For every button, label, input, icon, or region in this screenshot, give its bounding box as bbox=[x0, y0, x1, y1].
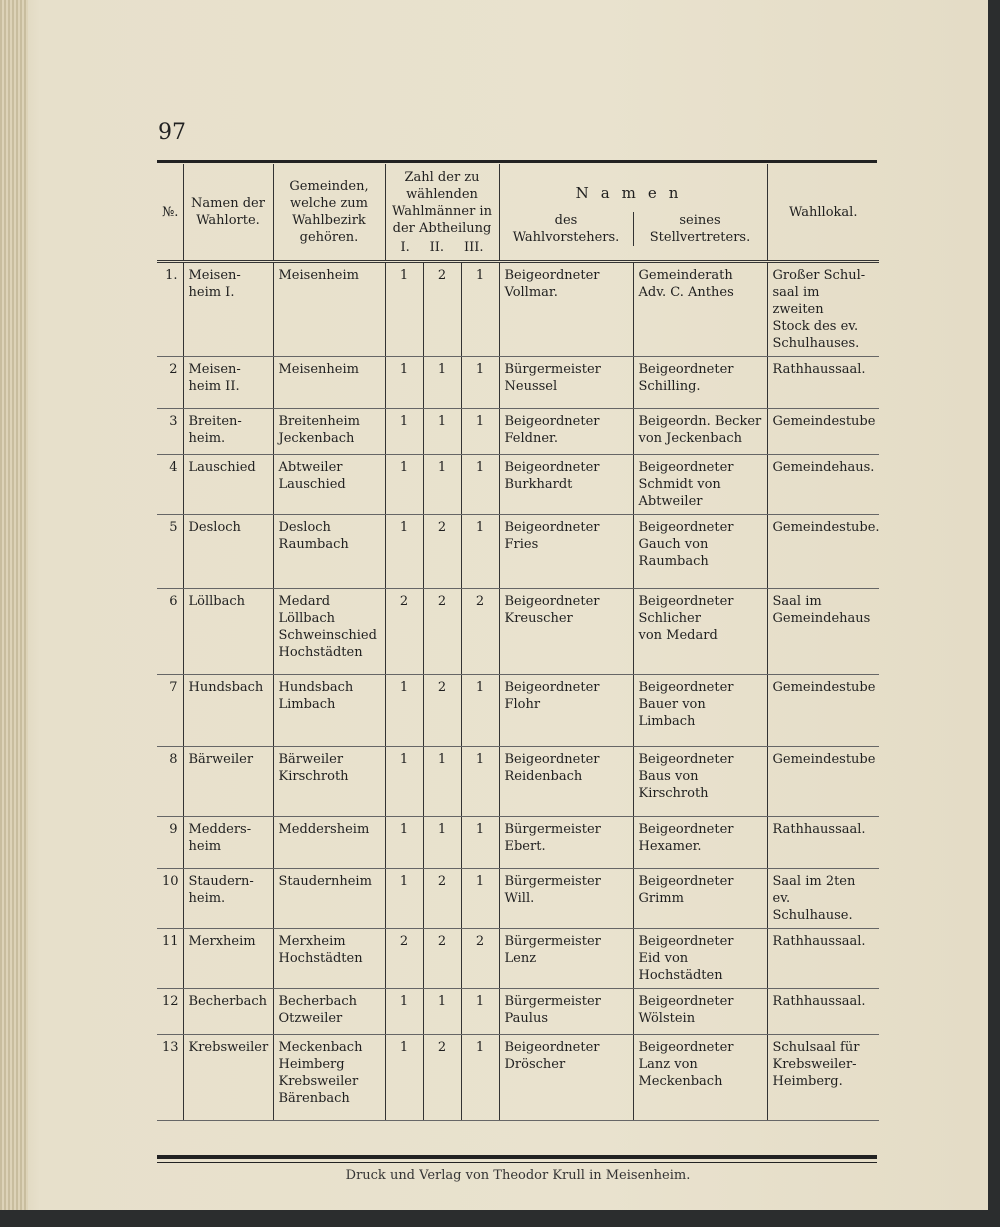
stellvertreter: Beigeordneter Baus von Kirschroth bbox=[633, 747, 767, 817]
abt-iii: 1 bbox=[461, 1035, 499, 1121]
header-wahlorte: Namen der Wahlorte. bbox=[183, 164, 273, 262]
wahlvorsteher: Beigeordneter Feldner. bbox=[499, 409, 633, 455]
row-number: 11 bbox=[157, 929, 183, 989]
abt-i: 1 bbox=[385, 262, 423, 357]
stellvertreter: Beigeordneter Lanz von Meckenbach bbox=[633, 1035, 767, 1121]
row-number: 10 bbox=[157, 869, 183, 929]
table-row bbox=[157, 1035, 879, 1121]
header-lokal: Wahllokal. bbox=[767, 164, 879, 262]
table-row bbox=[157, 262, 879, 357]
stellvertreter: Beigeordneter Hexamer. bbox=[633, 817, 767, 869]
wahlvorsteher: Beigeordneter Fries bbox=[499, 515, 633, 589]
abt-i: 1 bbox=[385, 409, 423, 455]
wahlort: Löllbach bbox=[183, 589, 273, 675]
wahlvorsteher: Bürgermeister Lenz bbox=[499, 929, 633, 989]
wahllokal: Gemeindestube bbox=[767, 747, 879, 817]
row-number: 9 bbox=[157, 817, 183, 869]
gemeinden: Meckenbach Heimberg Krebsweiler Bärenbach bbox=[273, 1035, 385, 1121]
abt-i: 2 bbox=[385, 929, 423, 989]
table-row bbox=[157, 409, 879, 455]
wahlort: Becherbach bbox=[183, 989, 273, 1035]
abt-iii: 1 bbox=[461, 869, 499, 929]
gemeinden: Merxheim Hochstädten bbox=[273, 929, 385, 989]
wahlvorsteher: Bürgermeister Will. bbox=[499, 869, 633, 929]
row-number: 1. bbox=[157, 262, 183, 357]
gemeinden: Desloch Raumbach bbox=[273, 515, 385, 589]
gemeinden: Staudernheim bbox=[273, 869, 385, 929]
bottom-rule bbox=[157, 1155, 877, 1159]
gemeinden: Becherbach Otzweiler bbox=[273, 989, 385, 1035]
wahlort: Desloch bbox=[183, 515, 273, 589]
gemeinden: Medard Löllbach Schweinschied Hochstädten bbox=[273, 589, 385, 675]
stellvertreter: Beigeordneter Grimm bbox=[633, 869, 767, 929]
stellvertreter: Beigeordneter Gauch von Raumbach bbox=[633, 515, 767, 589]
wahllokal: Rathhaussaal. bbox=[767, 817, 879, 869]
wahlvorsteher: Beigeordneter Kreuscher bbox=[499, 589, 633, 675]
table-row bbox=[157, 515, 879, 589]
row-number: 5 bbox=[157, 515, 183, 589]
top-rule bbox=[157, 160, 877, 163]
table-row bbox=[157, 747, 879, 817]
abt-ii: 2 bbox=[423, 869, 461, 929]
abt-ii: 2 bbox=[423, 589, 461, 675]
abt-iii: 1 bbox=[461, 409, 499, 455]
bottom-rule-thin bbox=[157, 1162, 877, 1163]
abt-ii: 1 bbox=[423, 409, 461, 455]
gemeinden: Meisenheim bbox=[273, 262, 385, 357]
header-namen bbox=[499, 164, 767, 262]
table-row bbox=[157, 929, 879, 989]
imprint-footer: Druck und Verlag von Theodor Krull in Meisenheim. bbox=[345, 1168, 691, 1183]
abt-ii: 1 bbox=[423, 747, 461, 817]
wahlort: Meisen- heim II. bbox=[183, 357, 273, 409]
abt-i: 1 bbox=[385, 869, 423, 929]
abt-iii: 1 bbox=[461, 262, 499, 357]
wahlort: Lauschied bbox=[183, 455, 273, 515]
abt-i: 2 bbox=[385, 589, 423, 675]
abt-i: 1 bbox=[385, 747, 423, 817]
stellvertreter: Beigeordneter Wölstein bbox=[633, 989, 767, 1035]
wahlort: Medders- heim bbox=[183, 817, 273, 869]
table-row bbox=[157, 455, 879, 515]
table-row bbox=[157, 589, 879, 675]
abt-i: 1 bbox=[385, 455, 423, 515]
header-abt-ii: II. bbox=[429, 239, 445, 255]
wahllokal: Gemeindestube bbox=[767, 409, 879, 455]
wahllokal: Gemeindestube. bbox=[767, 515, 879, 589]
gemeinden: Meisenheim bbox=[273, 357, 385, 409]
header-abt-iii: III. bbox=[463, 239, 484, 255]
row-number: 12 bbox=[157, 989, 183, 1035]
gemeinden: Abtweiler Lauschied bbox=[273, 455, 385, 515]
stellvertreter: Beigeordneter Eid von Hochstädten bbox=[633, 929, 767, 989]
wahllokal: Gemeindehaus. bbox=[767, 455, 879, 515]
wahllokal: Gemeindestube bbox=[767, 675, 879, 747]
gemeinden: Meddersheim bbox=[273, 817, 385, 869]
table-row bbox=[157, 675, 879, 747]
table-row bbox=[157, 989, 879, 1035]
header-zahl-label: Zahl der zu wählenden Wahlmänner in der Abtheilung bbox=[392, 169, 492, 236]
abt-ii: 1 bbox=[423, 357, 461, 409]
gemeinden: Bärweiler Kirschroth bbox=[273, 747, 385, 817]
row-number: 7 bbox=[157, 675, 183, 747]
wahlort: Meisen- heim I. bbox=[183, 262, 273, 357]
abt-iii: 2 bbox=[461, 589, 499, 675]
abt-iii: 1 bbox=[461, 817, 499, 869]
wahlvorsteher: Beigeordneter Dröscher bbox=[499, 1035, 633, 1121]
abt-iii: 1 bbox=[461, 357, 499, 409]
wahlvorsteher: Beigeordneter Burkhardt bbox=[499, 455, 633, 515]
header-vertreter: seines Stellvertreters. bbox=[633, 212, 767, 246]
abt-i: 1 bbox=[385, 357, 423, 409]
wahlvorsteher: Bürgermeister Ebert. bbox=[499, 817, 633, 869]
abt-ii: 1 bbox=[423, 455, 461, 515]
wahllokal: Saal im Gemeindehaus bbox=[767, 589, 879, 675]
row-number: 13 bbox=[157, 1035, 183, 1121]
stellvertreter: Beigeordneter Schlicher von Medard bbox=[633, 589, 767, 675]
abt-ii: 2 bbox=[423, 929, 461, 989]
wahlort: Hundsbach bbox=[183, 675, 273, 747]
row-number: 6 bbox=[157, 589, 183, 675]
gemeinden: Breitenheim Jeckenbach bbox=[273, 409, 385, 455]
stellvertreter: Gemeinderath Adv. C. Anthes bbox=[633, 262, 767, 357]
abt-ii: 2 bbox=[423, 1035, 461, 1121]
wahlvorsteher: Beigeordneter Reidenbach bbox=[499, 747, 633, 817]
wahlort: Bärweiler bbox=[183, 747, 273, 817]
election-table bbox=[157, 164, 879, 1121]
abt-ii: 2 bbox=[423, 262, 461, 357]
wahllokal: Rathhaussaal. bbox=[767, 929, 879, 989]
row-number: 2 bbox=[157, 357, 183, 409]
abt-iii: 1 bbox=[461, 989, 499, 1035]
row-number: 8 bbox=[157, 747, 183, 817]
book-binding bbox=[0, 0, 28, 1210]
wahlort: Staudern- heim. bbox=[183, 869, 273, 929]
wahllokal: Saal im 2ten ev. Schulhause. bbox=[767, 869, 879, 929]
wahlort: Krebsweiler bbox=[183, 1035, 273, 1121]
wahllokal: Schulsaal für Krebsweiler- Heimberg. bbox=[767, 1035, 879, 1121]
abt-iii: 1 bbox=[461, 455, 499, 515]
stellvertreter: Beigeordneter Schmidt von Abtweiler bbox=[633, 455, 767, 515]
header-namen-label: Namen bbox=[575, 183, 691, 202]
header-gemeinden: Gemeinden, welche zum Wahlbezirk gehören. bbox=[273, 164, 385, 262]
wahlvorsteher: Bürgermeister Neussel bbox=[499, 357, 633, 409]
abt-iii: 2 bbox=[461, 929, 499, 989]
stellvertreter: Beigeordneter Bauer von Limbach bbox=[633, 675, 767, 747]
gemeinden: Hundsbach Limbach bbox=[273, 675, 385, 747]
wahlort: Merxheim bbox=[183, 929, 273, 989]
abt-ii: 2 bbox=[423, 515, 461, 589]
abt-ii: 1 bbox=[423, 817, 461, 869]
abt-iii: 1 bbox=[461, 747, 499, 817]
table-row bbox=[157, 817, 879, 869]
abt-iii: 1 bbox=[461, 675, 499, 747]
page-number: 97 bbox=[158, 120, 186, 145]
header-vorsteher: des Wahlvorstehers. bbox=[512, 212, 620, 245]
wahlvorsteher: Beigeordneter Flohr bbox=[499, 675, 633, 747]
abt-i: 1 bbox=[385, 817, 423, 869]
stellvertreter: Beigeordn. Becker von Jeckenbach bbox=[633, 409, 767, 455]
wahllokal: Rathhaussaal. bbox=[767, 357, 879, 409]
wahlvorsteher: Beigeordneter Vollmar. bbox=[499, 262, 633, 357]
wahllokal: Rathhaussaal. bbox=[767, 989, 879, 1035]
abt-i: 1 bbox=[385, 989, 423, 1035]
abt-iii: 1 bbox=[461, 515, 499, 589]
abt-i: 1 bbox=[385, 675, 423, 747]
wahllokal: Großer Schul- saal im zweiten Stock des ev. Schulhauses. bbox=[767, 262, 879, 357]
header-zahl bbox=[385, 164, 499, 262]
row-number: 3 bbox=[157, 409, 183, 455]
abt-ii: 2 bbox=[423, 675, 461, 747]
wahlort: Breiten- heim. bbox=[183, 409, 273, 455]
abt-i: 1 bbox=[385, 1035, 423, 1121]
header-no: №. bbox=[157, 164, 183, 262]
header-abt-i: I. bbox=[400, 239, 410, 255]
table-row bbox=[157, 357, 879, 409]
abt-i: 1 bbox=[385, 515, 423, 589]
wahlvorsteher: Bürgermeister Paulus bbox=[499, 989, 633, 1035]
table-row bbox=[157, 869, 879, 929]
row-number: 4 bbox=[157, 455, 183, 515]
stellvertreter: Beigeordneter Schilling. bbox=[633, 357, 767, 409]
abt-ii: 1 bbox=[423, 989, 461, 1035]
